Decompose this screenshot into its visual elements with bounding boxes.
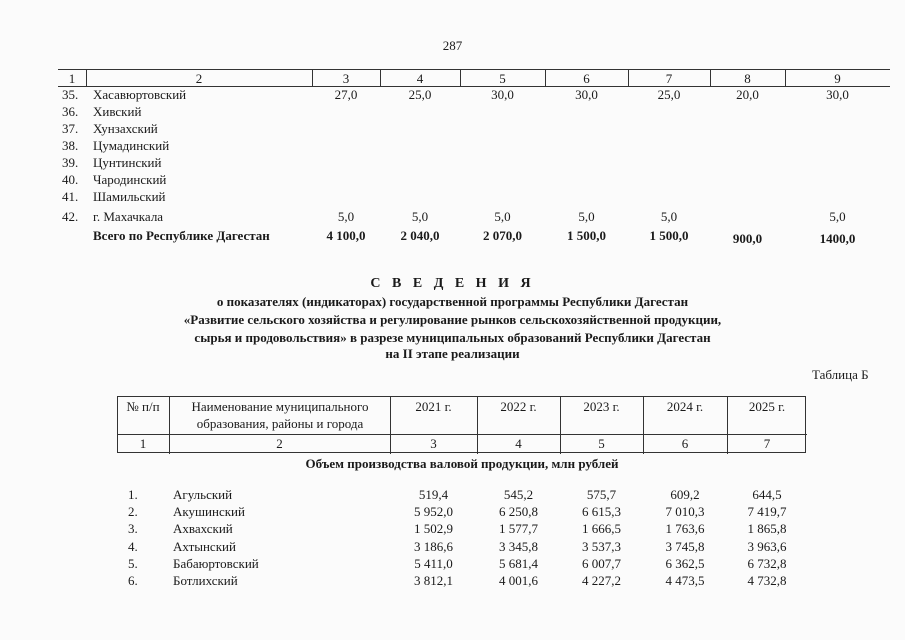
row-value: 609,2 — [670, 487, 700, 502]
row-value: 6 250,8 — [499, 504, 538, 519]
header-year: 2021 г. — [415, 399, 452, 414]
row-value: 1 502,9 — [414, 521, 453, 536]
title-line: «Развитие сельского хозяйства и регулирование рынков сельскохозяйственной продукции, — [183, 312, 722, 327]
row-value: 6 615,3 — [582, 504, 621, 519]
row-name: Агульский — [173, 487, 233, 502]
top-col-header: 4 — [416, 71, 424, 86]
row-number: 42. — [62, 209, 79, 224]
page-number: 287 — [442, 38, 463, 53]
row-value: 5,0 — [660, 209, 678, 224]
row-value: 1 666,5 — [582, 521, 621, 536]
row-value: 5 952,0 — [414, 504, 453, 519]
table-label: Таблица Б — [812, 367, 869, 382]
section-title: Объем производства валовой продукции, млн рублей — [305, 456, 619, 471]
total-value: 2 070,0 — [483, 228, 522, 243]
column-number: 7 — [763, 436, 771, 451]
row-value: 3 345,8 — [499, 539, 538, 554]
row-value: 644,5 — [752, 487, 782, 502]
document-heading: С В Е Д Е Н И Я — [370, 276, 535, 291]
row-value: 6 362,5 — [665, 556, 705, 571]
row-value: 1 577,7 — [499, 521, 538, 536]
total-value: 1 500,0 — [567, 228, 606, 243]
row-value: 1 865,8 — [747, 521, 787, 536]
top-col-header: 6 — [583, 71, 590, 86]
row-name: Шамильский — [93, 189, 166, 204]
row-value: 30,0 — [575, 87, 598, 102]
row-name: Хивский — [93, 104, 142, 119]
top-col-header: 5 — [499, 71, 506, 86]
top-col-header: 1 — [68, 71, 76, 86]
row-number: 5. — [128, 556, 138, 571]
total-value: 4 100,0 — [326, 228, 366, 243]
column-number: 2 — [276, 436, 283, 451]
row-name: Хасавюртовский — [93, 87, 187, 102]
title-line: на II этапе реализации — [385, 346, 520, 361]
header-year: 2025 г. — [748, 399, 786, 414]
top-col-header: 8 — [744, 71, 751, 86]
row-number: 1. — [128, 487, 138, 502]
row-number: 2. — [128, 504, 138, 519]
row-number: 38. — [62, 138, 79, 153]
row-name: Цунтинский — [93, 155, 162, 170]
row-value: 7 419,7 — [747, 504, 787, 519]
total-row-name: Всего по Республике Дагестан — [93, 228, 270, 243]
row-value: 575,7 — [586, 487, 617, 502]
total-value: 1 500,0 — [649, 228, 689, 243]
row-name: Ахтынский — [173, 539, 236, 554]
row-value: 545,2 — [503, 487, 534, 502]
total-value: 2 040,0 — [400, 228, 440, 243]
total-value: 1400,0 — [819, 231, 856, 246]
column-number: 1 — [139, 436, 147, 451]
row-value: 1 763,6 — [665, 521, 705, 536]
row-value: 519,4 — [418, 487, 449, 502]
row-number: 41. — [62, 189, 79, 204]
row-value: 5,0 — [494, 209, 511, 224]
row-value: 6 007,7 — [582, 556, 621, 571]
row-value: 4 001,6 — [499, 573, 538, 588]
row-value: 3 745,8 — [665, 539, 705, 554]
row-value: 3 186,6 — [414, 539, 453, 554]
column-number: 5 — [598, 436, 605, 451]
row-value: 27,0 — [334, 87, 358, 102]
row-value: 5 681,4 — [499, 556, 538, 571]
title-line: сырья и продовольствия» в разрезе муниципальных образований Республики Дагестан — [194, 330, 711, 345]
row-value: 25,0 — [657, 87, 681, 102]
row-value: 25,0 — [408, 87, 432, 102]
row-value: 3 537,3 — [582, 539, 621, 554]
row-number: 3. — [128, 521, 138, 536]
row-name: Чародинский — [93, 172, 167, 187]
top-col-header: 2 — [195, 71, 203, 86]
table-b-header — [117, 396, 807, 454]
row-value: 5,0 — [411, 209, 429, 224]
header-year: 2022 г. — [500, 399, 537, 414]
row-number: 37. — [62, 121, 79, 136]
header-name: Наименование муниципального образования, районы и города — [191, 399, 369, 431]
row-number: 4. — [128, 539, 138, 554]
column-number: 4 — [515, 436, 522, 451]
header-number: № п/п — [126, 399, 160, 414]
row-value: 30,0 — [826, 87, 849, 102]
top-col-header: 7 — [665, 71, 673, 86]
top-col-header: 9 — [834, 71, 841, 86]
row-number: 36. — [62, 104, 79, 119]
row-value: 5 411,0 — [414, 556, 453, 571]
row-value: 30,0 — [491, 87, 514, 102]
column-number: 6 — [681, 436, 689, 451]
header-year: 2024 г. — [666, 399, 704, 414]
row-name: Ботлихский — [173, 573, 238, 588]
row-number: 40. — [62, 172, 79, 187]
row-value: 5,0 — [578, 209, 595, 224]
title-line: о показателях (индикаторах) государственной программы Республики Дагестан — [216, 294, 689, 309]
row-value: 3 812,1 — [414, 573, 453, 588]
row-number: 6. — [128, 573, 138, 588]
row-name: г. Махачкала — [93, 209, 164, 224]
row-value: 20,0 — [736, 87, 759, 102]
row-value: 3 963,6 — [747, 539, 787, 554]
row-name: Хунзахский — [93, 121, 158, 136]
row-value: 4 227,2 — [582, 573, 621, 588]
total-value: 900,0 — [732, 231, 763, 246]
column-number: 3 — [430, 436, 437, 451]
row-name: Бабаюртовский — [173, 556, 259, 571]
row-name: Ахвахский — [173, 521, 233, 536]
row-number: 39. — [62, 155, 79, 170]
row-value: 4 732,8 — [747, 573, 787, 588]
header-year: 2023 г. — [583, 399, 620, 414]
row-value: 6 732,8 — [747, 556, 787, 571]
top-col-header: 3 — [342, 71, 350, 86]
row-value: 5,0 — [829, 209, 846, 224]
top-table-border-top — [58, 69, 890, 70]
row-number: 35. — [62, 87, 79, 102]
row-name: Цумадинский — [93, 138, 170, 153]
row-value: 7 010,3 — [665, 504, 705, 519]
row-value: 5,0 — [337, 209, 355, 224]
row-name: Акушинский — [173, 504, 245, 519]
row-value: 4 473,5 — [665, 573, 705, 588]
